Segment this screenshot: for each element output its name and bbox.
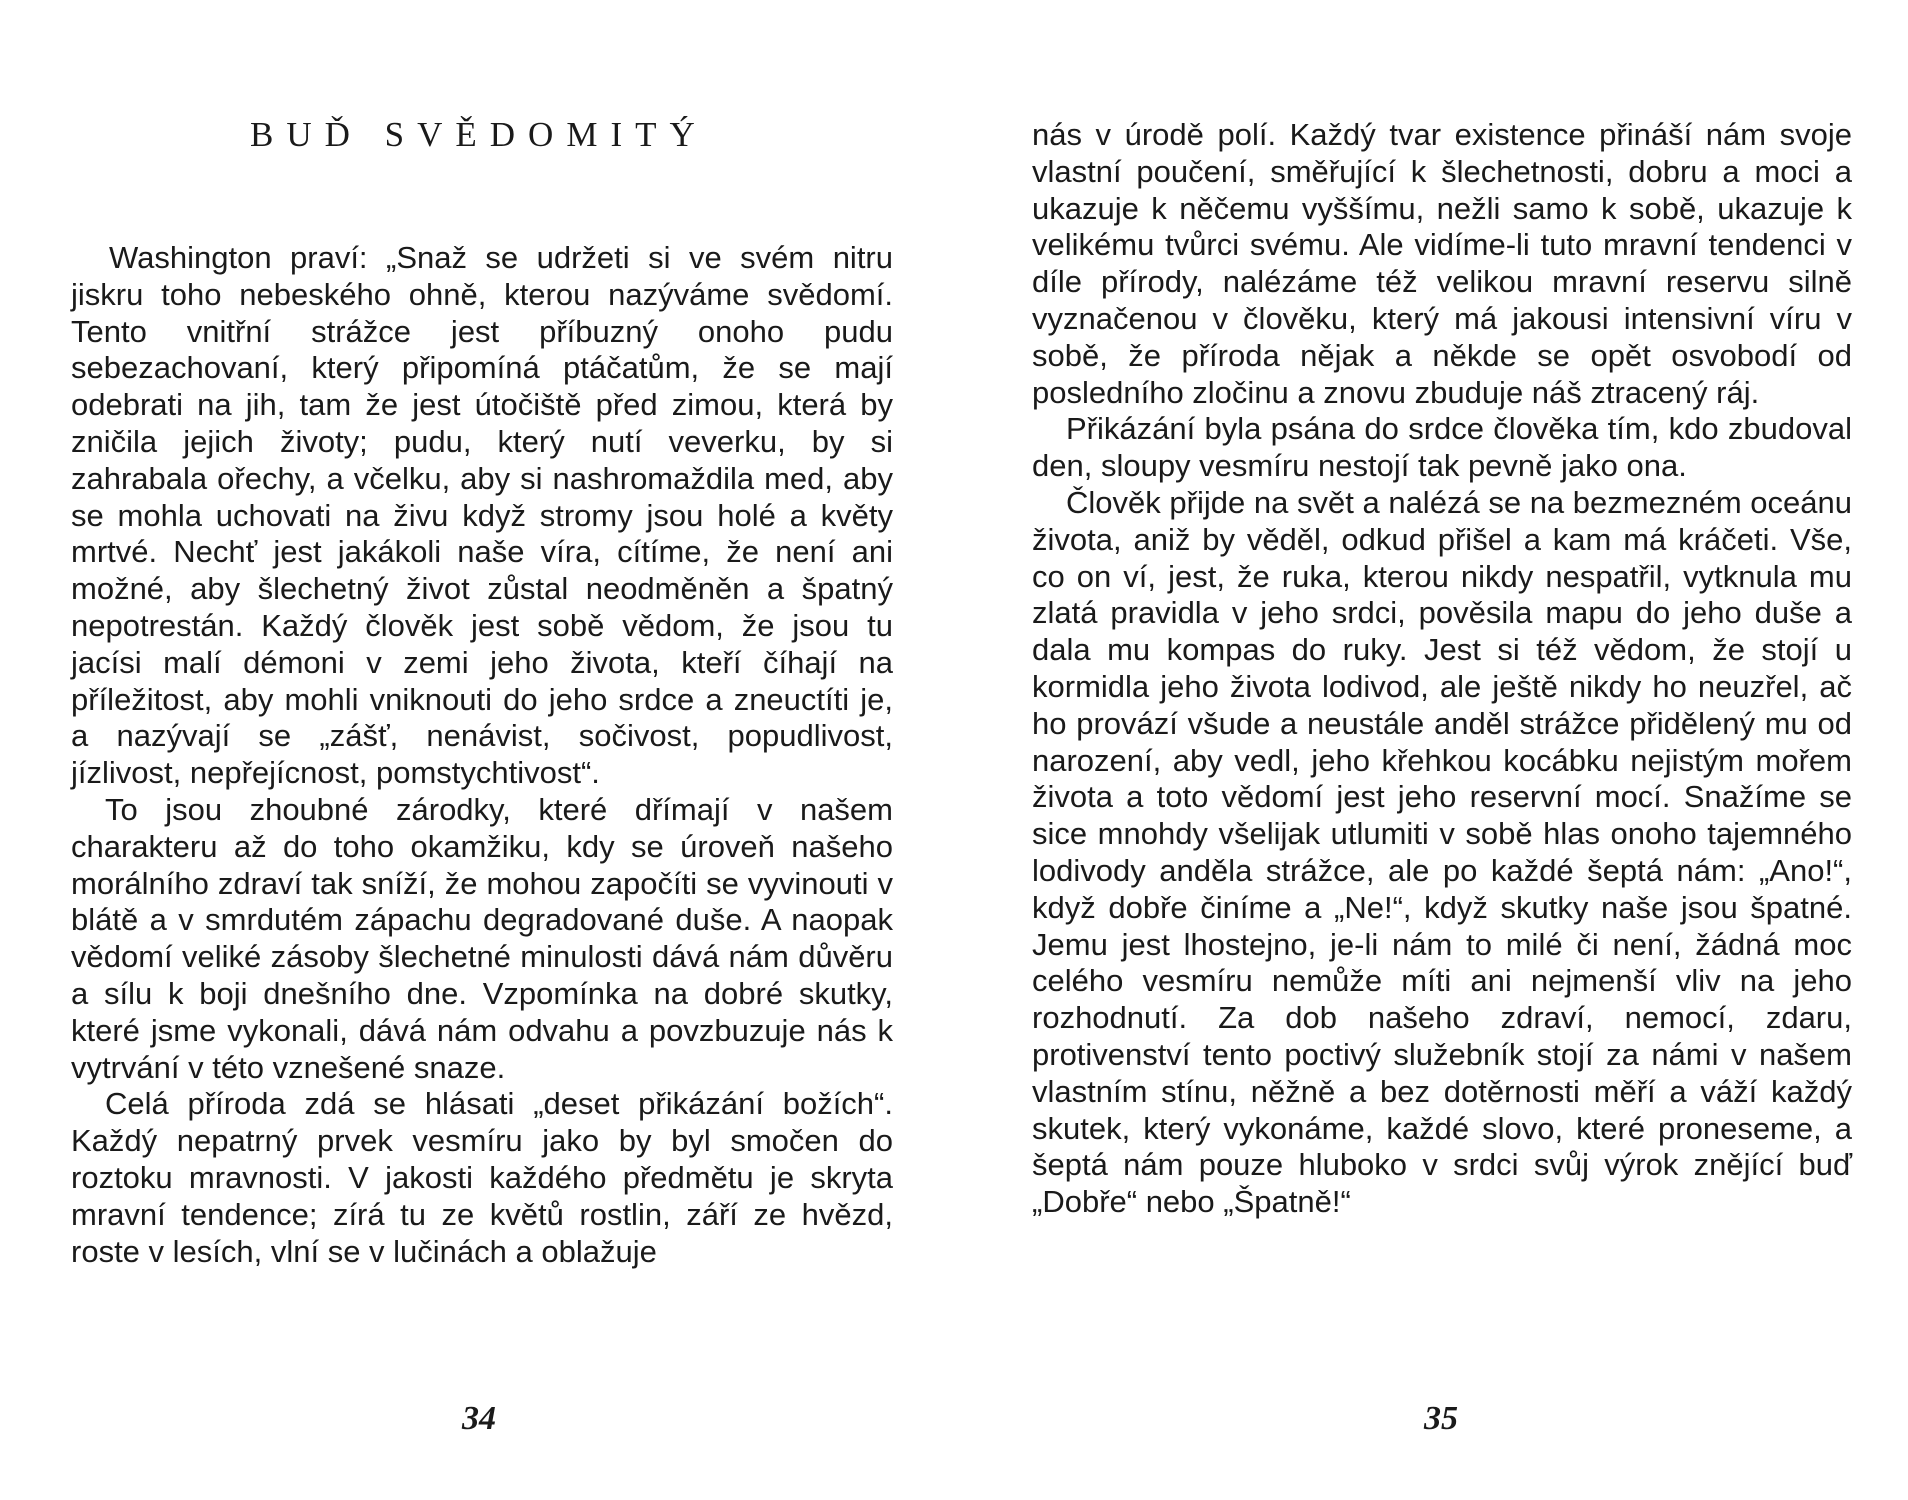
paragraph: Přikázání byla psána do srdce člověka tím, kdo zbudoval den, sloupy vesmíru nestojí tak pevně jako ona. (1032, 411, 1852, 484)
right-page (954, 0, 1908, 1500)
paragraph: Člověk přijde na svět a nalézá se na bezmezném oceánu života, aniž by věděl, odkud přišel a kam má kráčeti. Vše, co on ví, jest, že ruka, kterou nikdy nespatřil, vytknula mu zlatá pravidla v jeho srdci, pověsila mapu do jeho duše a dala mu kompas do ruky. Jest si též vědom, že stojí u kormidla jeho života lodivod, ale ještě nikdy ho neuzřel, ač ho provází všude a neustále anděl strážce přidělený mu od narození, aby vedl, jeho křehkou kocábku nejistým mořem života a toto vědomí jest jeho reservní mocí. Snažíme se sice mnohdy všelijak utlumiti v sobě hlas onoho tajemného lodivody anděla strážce, ale po každé šeptá nám: „Ano!“, když dobře činíme a „Ne!“, když skutky naše jsou špatné. Jemu jest lhostejno, je-li nám to milé či není, žádná moc celého vesmíru nemůže míti ani nejmenší vliv na jeho rozhodnutí. Za dob našeho zdraví, nemocí, zdaru, protivenství tento poctivý služebník stojí za námi v našem vlastním stínu, něžně a bez dotěrnosti měří a váží každý skutek, který vykonáme, každé slovo, které proneseme, a šeptá nám pouze hluboko v srdci svůj výrok znějící buď „Dobře“ nebo „Špatně!“ (1032, 484, 1852, 1220)
paragraph: Celá příroda zdá se hlásati „deset přikázání božích“. Každý nepatrný prvek vesmíru jako by byl smočen do roztoku mravnosti. V jakosti každého předmětu je skryta mravní tendence; zírá tu ze květů rostlin, září ze hvězd, roste v lesích, vlní se v lučinách a oblažuje (71, 1086, 893, 1269)
page-number: 34 (462, 1400, 496, 1437)
left-page-text (71, 240, 893, 1270)
page-number: 35 (1424, 1400, 1458, 1437)
paragraph: nás v úrodě polí. Každý tvar existence přináší nám svoje vlastní poučení, směřující k šlechetnosti, dobru a moci a ukazuje k něčemu vyššímu, nežli samo k sobě, ukazuje k velikému tvůrci svému. Ale vidíme-li tuto mravní tendenci v díle přírody, nalézáme též velikou mravní reservu silně vyznačenou v člověku, který má jakousi intensivní víru v sobě, že příroda nějak a někde se opět osvobodí od posledního zločinu a znovu zbuduje náš ztracený ráj. (1032, 117, 1852, 410)
paragraph: Washington praví: „Snaž se udržeti si ve svém nitru jiskru toho nebeského ohně, kterou nazýváme svědomí. Tento vnitřní strážce jest příbuzný onoho pudu sebezachovaní, který připomíná ptáčatům, že se mají odebrati na jih, tam že jest útočiště před zimou, která by zničila jejich životy; pudu, který nutí veverku, by si zahrabala ořechy, a včelku, aby si nashromaždila med, aby se mohla uchovati na živu když stromy jsou holé a květy mrtvé. Nechť jest jakákoli naše víra, cítíme, že není ani možné, aby šlechetný život zůstal neodměněn a špatný nepotrestán. Každý člověk jest sobě vědom, že jsou tu jacísi malí démoni v zemi jeho života, kteří číhají na příležitost, aby mohli vniknouti do jeho srdce a zneuctíti je, a nazývají se „zášť, nenávist, sočivost, popudlivost, jízlivost, nepřejícnost, pomstychtivost“. (71, 240, 893, 791)
paragraph: To jsou zhoubné zárodky, které dřímají v našem charakteru až do toho okamžiku, kdy se úroveň našeho morálního zdraví tak sníží, že mohou započíti se vyvinouti v blátě a v smrdutém zápachu degradované duše. A naopak vědomí veliké zásoby šlechetné minulosti dává nám důvěru a sílu k boji dnešního dne. Vzpomínka na dobré skutky, které jsme vykonali, dává nám odvahu a povzbuzuje nás k vytrvání v této vznešené snaze. (71, 791, 893, 1085)
chapter-title: BUĎ SVĚDOMITÝ (250, 115, 708, 154)
right-page-text (1032, 117, 1852, 1221)
